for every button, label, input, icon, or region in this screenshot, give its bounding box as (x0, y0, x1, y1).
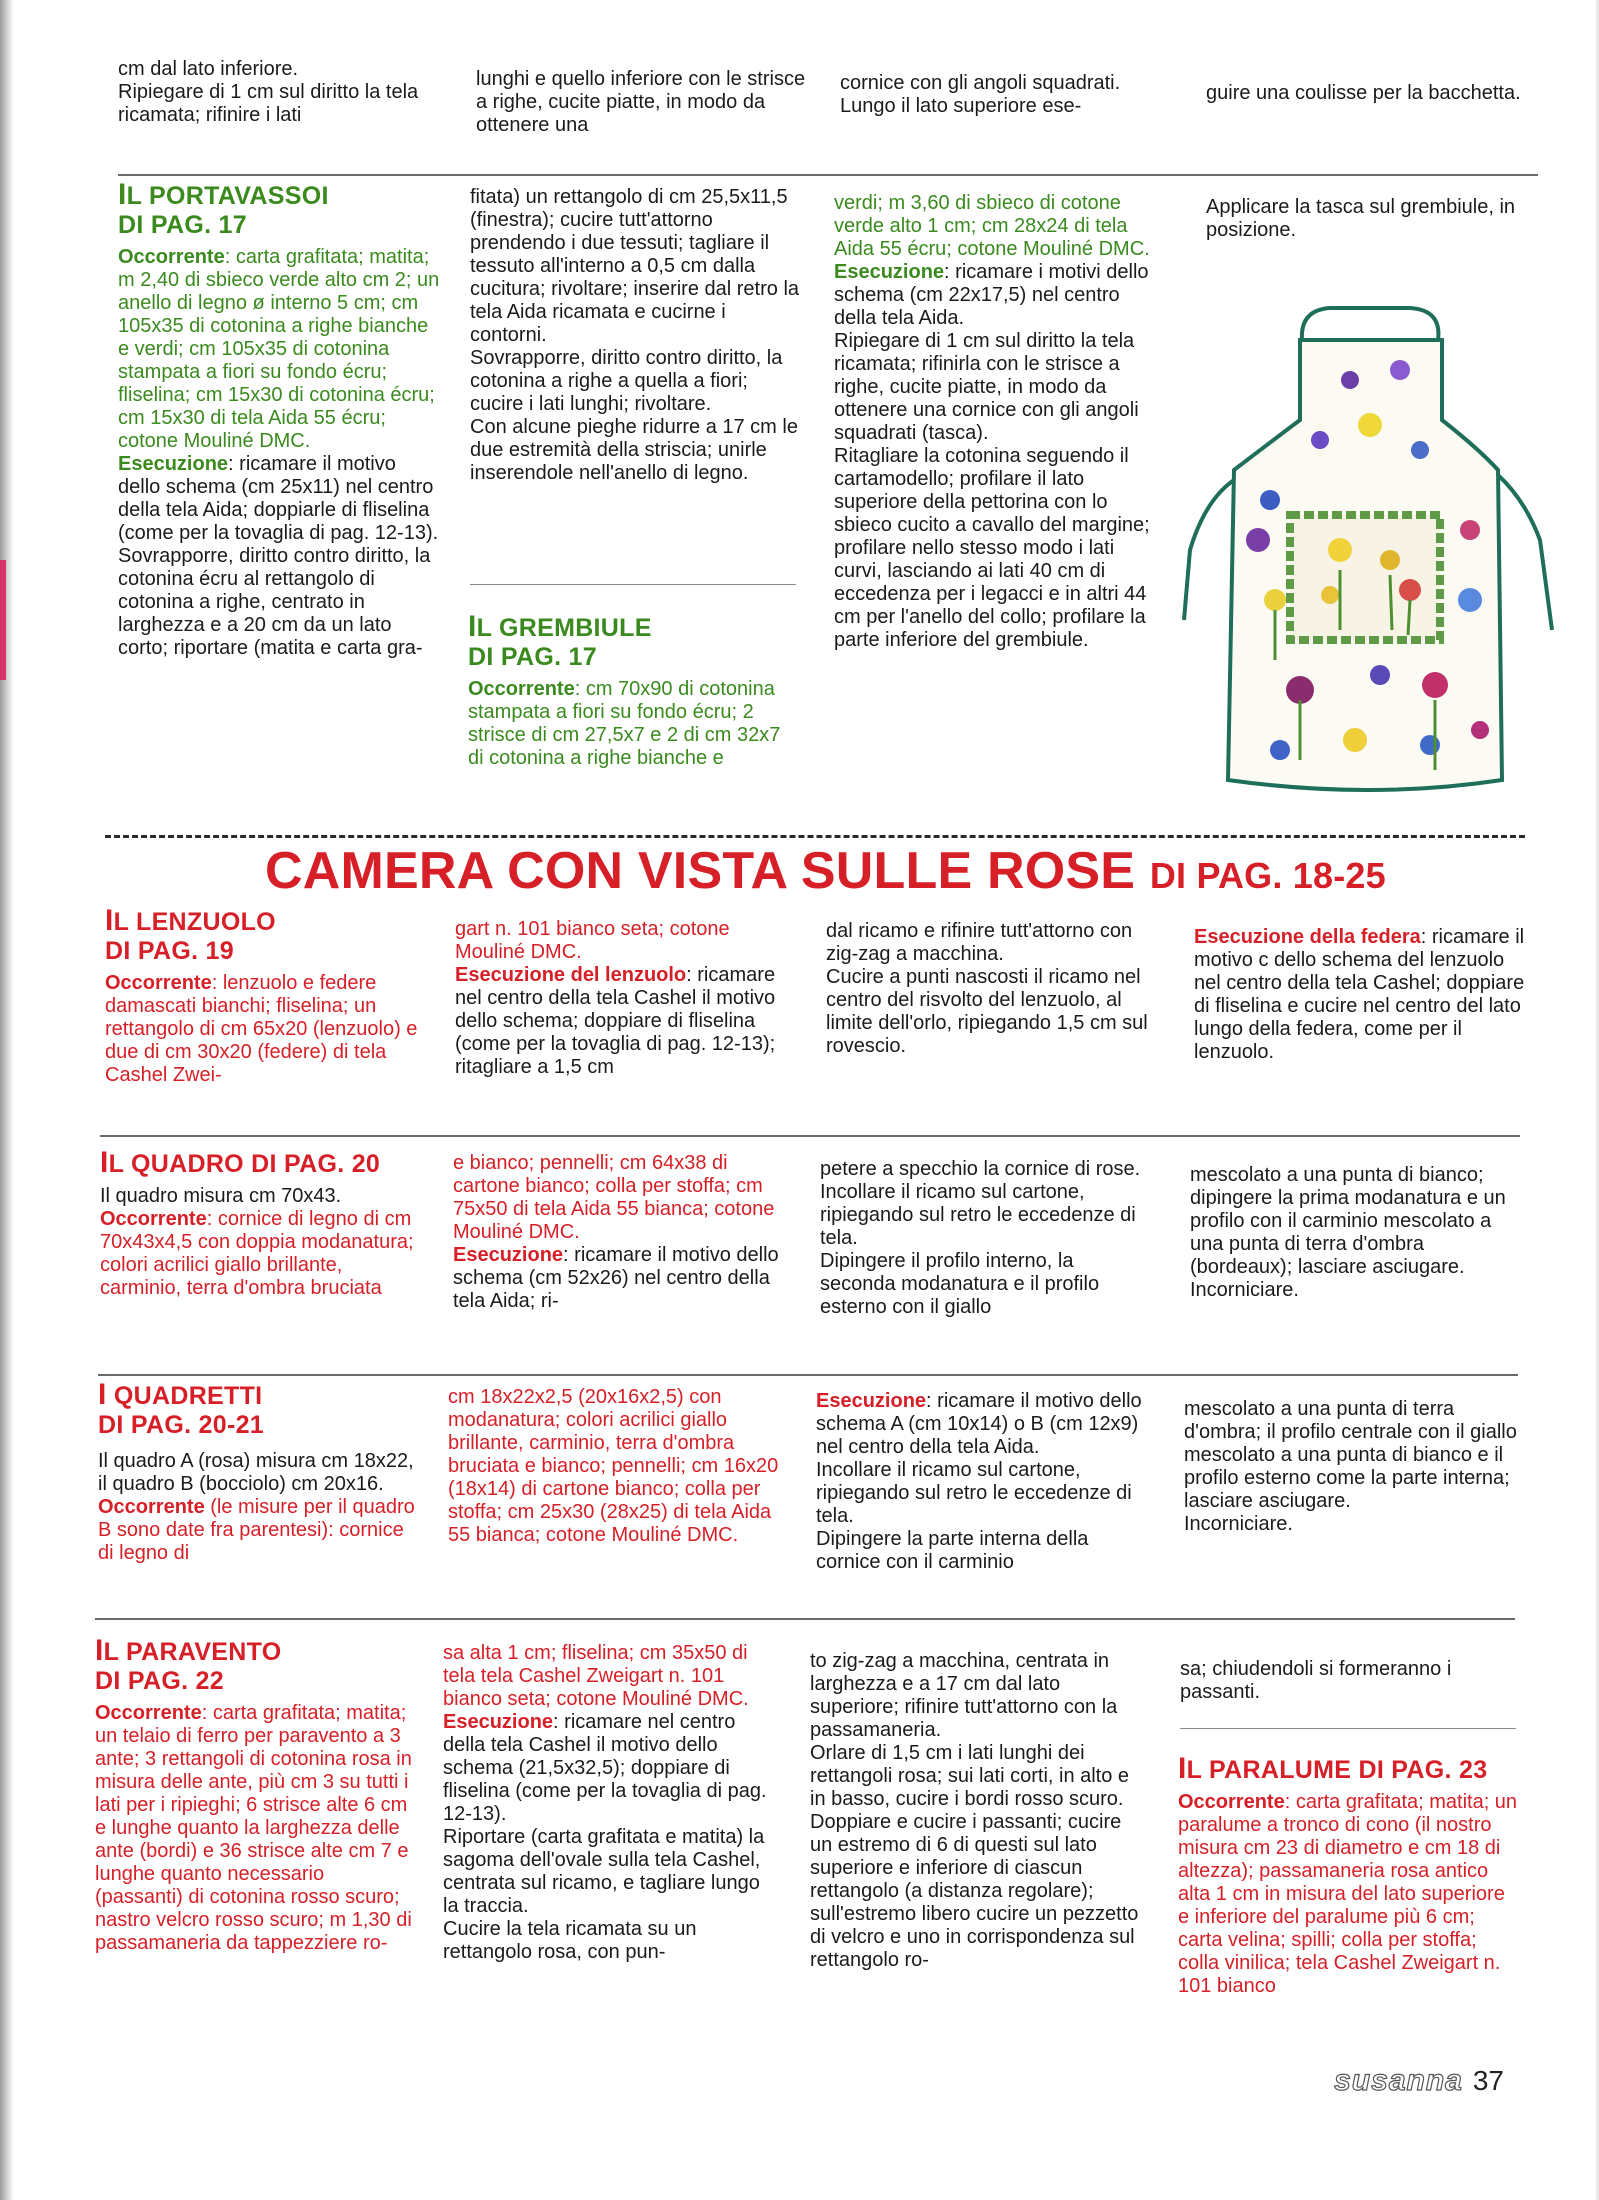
article-quadretti-cont (448, 1386, 780, 1547)
text: lunghi e quello inferiore con le strisce a righe, cucite piatte, in modo da ottenere una (476, 68, 806, 136)
article-heading (95, 1636, 417, 1696)
steps-text: : ricamare i motivi dello schema (cm 22x17,5) nel centro della tela Aida. (834, 261, 1149, 329)
article-heading (468, 612, 798, 672)
paragraph: Dipingere la parte interna della cornice con il carminio (816, 1528, 1089, 1573)
heading-cap: I (1178, 1752, 1187, 1785)
paragraph: Cucire la tela ricamata su un rettangolo rosa, con pun- (443, 1918, 697, 1963)
apron-with-flowers-illustration (1180, 300, 1560, 820)
label-esecuzione: Esecuzione (443, 1711, 554, 1733)
paragraph (118, 246, 440, 453)
heading-text: L GREMBIULE (476, 614, 652, 642)
heading-line2: DI PAG. 17 (118, 211, 247, 239)
steps-text: : ricamare il motivo dello schema A (cm 10x14) o B (cm 12x9) nel centro della tela Aida. (816, 1390, 1142, 1458)
paragraph (455, 964, 785, 1079)
steps-text: : ricamare nel centro della tela Cashel il motivo dello schema; doppiare di fliselina (come per la tovaglia di pag. 12-13); ritagliare a 1,5 cm (455, 964, 776, 1078)
heading-text: L QUADRO DI PAG. 20 (108, 1150, 381, 1178)
paragraph: petere a specchio la cornice di rose. (820, 1158, 1141, 1180)
materials-text: : cornice di legno di cm 70x43x4,5 con doppia modanatura; colori acrilici giallo brillante, carminio, terra d'ombra bruciata (100, 1208, 414, 1299)
label-occorrente: Occorrente (118, 246, 225, 268)
article-quadretti-cont3 (1184, 1398, 1528, 1536)
text: Lungo il lato superiore ese- (840, 95, 1082, 117)
divider (95, 1618, 1515, 1620)
article-lenzuolo-cont (455, 918, 785, 1079)
paragraph: gart n. 101 bianco seta; cotone Mouliné DMC. (455, 918, 730, 963)
heading-text: L PARAVENTO (103, 1638, 282, 1666)
divider (98, 1374, 1518, 1376)
paragraph: e bianco; pennelli; cm 64x38 di cartone bianco; colla per stoffa; cm 75x50 di tela Aida 55 bianca; cotone Mouliné DMC. (453, 1152, 775, 1243)
paragraph: Dipingere il profilo interno, la seconda modanatura e il profilo esterno con il giallo (820, 1250, 1100, 1318)
article-portavassoi-cont (470, 186, 800, 485)
heading-text: QUADRETTI (106, 1382, 263, 1410)
label-occorrente: Occorrente (95, 1702, 202, 1724)
article-grembiule-end (1206, 196, 1546, 242)
paragraph: Incorniciare. (1190, 1279, 1299, 1301)
label-occorrente: Occorrente (98, 1496, 205, 1518)
paragraph: mescolato a una punta di terra d'ombra; il profilo centrale con il giallo mescolato a una punta di bianco e il profilo esterno come la parte interna; lasciare asciugare. (1184, 1398, 1517, 1512)
paragraph: mescolato a una punta di bianco; dipingere la prima modanatura e un profilo con il carminio mescolato a una punta di terra d'ombra (bordeaux); lasciare asciugare. (1190, 1164, 1506, 1278)
label-esecuzione: Esecuzione del lenzuolo (455, 964, 687, 986)
materials-text: : carta grafitata; matita; un paralume a tronco di cono (il nostro misura cm 23 di diametro e cm 18 di altezza); passamaneria rosa antico alta 1 cm in misura del lato superiore e inferiore del paralume più 6 cm; carta velina; spilli; colla per stoffa; colla vinilica; tela Cashel Zweigart n. 101 bianco (1178, 1791, 1518, 1997)
materials-text: : carta grafitata; matita; un telaio di ferro per paravento a 3 ante; 3 rettangoli di cotonina rosa in misura delle ante, più cm 3 su tutti i lati per i ripieghi; 6 strisce alte 6 cm e lunghe quanto la larghezza delle ante (bordi) e 36 strisce alte cm 7 e lunghe quanto necessario (passanti) di cotonina rosso scuro; nastro velcro rosso scuro; m 1,30 di passamaneria da tappezziere ro- (95, 1702, 412, 1954)
article-paravento (95, 1636, 417, 1955)
label-occorrente: Occorrente (468, 678, 575, 700)
paragraph: Doppiare e cucire i passanti; cucire un estremo di 6 di questi sul lato superiore e inferiore di ciascun rettangolo (a distanza regolare); sull'estremo libero cucire un pezzetto di velcro e uno in corrispondenza sul rettangolo ro- (810, 1811, 1139, 1971)
article-quadro (100, 1148, 420, 1300)
steps-text: : ricamare il motivo dello schema (cm 52x26) nel centro della tela Aida; ri- (453, 1244, 779, 1312)
label-esecuzione-federa: Esecuzione della federa (1194, 926, 1421, 948)
article-heading (1178, 1754, 1520, 1785)
materials-text: : lenzuolo e federe damascati bianchi; fliselina; un rettangolo di cm 65x20 (lenzuolo) e due di cm 30x20 (federe) di tela Cashel Zwei- (105, 972, 418, 1086)
text: cm dal lato inferiore. (118, 58, 299, 80)
paragraph: Ripiegare di 1 cm sul diritto la tela ricamata; rifinirla con le strisce a righe, cucite piatte, in modo da ottenere una cornice con gli angoli squadrati (tasca). (834, 330, 1139, 444)
label-esecuzione: Esecuzione (816, 1390, 927, 1412)
paragraph: sa; chiudendoli si formeranno i passanti. (1180, 1658, 1452, 1703)
steps-text: : ricamare nel centro della tela Cashel il motivo dello schema (21,5x32,5); doppiare di fliselina (come per la tovaglia di pag. 12-13). (443, 1711, 767, 1825)
page-folio (1334, 2064, 1504, 2098)
article-heading (98, 1380, 420, 1440)
paragraph: Incorniciare. (1184, 1513, 1293, 1535)
text: Ripiegare di 1 cm sul diritto la tela ricamata; rifinire i lati (118, 81, 419, 126)
label-esecuzione: Esecuzione (453, 1244, 564, 1266)
article-heading (100, 1148, 420, 1179)
materials-text: (le misure per il quadro B sono date fra parentesi): cornice di legno di (98, 1496, 415, 1564)
page-number: 37 (1472, 2065, 1504, 2096)
article-heading (105, 906, 425, 966)
top-col-4 (1206, 82, 1536, 105)
paragraph: verdi; m 3,60 di sbieco di cotone verde alto 1 cm; cm 28x24 di tela Aida 55 écru; cotone Mouliné DMC. (834, 192, 1150, 260)
heading-cap: I (95, 1634, 104, 1667)
heading-line2: DI PAG. 20-21 (98, 1411, 264, 1439)
article-quadro-cont (453, 1152, 783, 1313)
article-lenzuolo-cont2 (826, 920, 1158, 1058)
paragraph: Applicare la tasca sul grembiule, in posizione. (1206, 196, 1516, 241)
heading-cap: I (468, 610, 477, 643)
label-esecuzione: Esecuzione (834, 261, 945, 283)
paragraph: Incollare il ricamo sul cartone, ripiegando sul retro le eccedenze di tela. (820, 1181, 1136, 1249)
divider (118, 174, 1538, 176)
paragraph: Sovrapporre, diritto contro diritto, la cotonina a righe a quella a fiori; cucire i lati lunghi; rivoltare. (470, 347, 783, 415)
paragraph: fitata) un rettangolo di cm 25,5x11,5 (finestra); cucire tutt'attorno prendendo i due tessuti; tagliare il tessuto all'interno a 0,5 cm dalla cucitura; rivoltare; inserire dal retro la tela Aida ricamata e cucirne i contorni. (470, 186, 800, 346)
paragraph (105, 972, 425, 1087)
label-occorrente: Occorrente (105, 972, 212, 994)
page-edge-color-mark (0, 560, 6, 680)
section-title-pages: DI PAG. 18-25 (1149, 855, 1386, 896)
article-paravento-cont (443, 1642, 775, 1964)
article-quadro-cont3 (1190, 1164, 1530, 1302)
paragraph: Il quadro A (rosa) misura cm 18x22, il quadro B (bocciolo) cm 20x16. (98, 1450, 414, 1495)
article-quadretti (98, 1380, 420, 1565)
heading-text: L LENZUOLO (113, 908, 276, 936)
paragraph (816, 1390, 1150, 1459)
paragraph: Ritagliare la cotonina seguendo il cartamodello; profilare il lato superiore della pettorina con lo sbieco cucito a cavallo del margine; profilare nello stesso modo i lati curvi, lasciando ai lati 40 cm di eccedenza per i legacci e in altri 44 cm per l'anello del collo; profilare la parte inferiore del grembiule. (834, 445, 1150, 651)
article-portavassoi (118, 180, 440, 660)
paragraph: to zig-zag a macchina, centrata in larghezza e a 17 cm dal lato superiore; rifinire tutt'attorno con la passamaneria. (810, 1650, 1118, 1741)
paragraph (98, 1496, 420, 1565)
paragraph: dal ricamo e rifinire tutt'attorno con zig-zag a macchina. (826, 920, 1133, 965)
paragraph: Con alcune pieghe ridurre a 17 cm le due estremità della striscia; unirle inserendole nell'anello di legno. (470, 416, 798, 484)
materials-text: : cm 70x90 di cotonina stampata a fiori su fondo écru; 2 strisce di cm 27,5x7 e 2 di cm 32x7 di cotonina a righe bianche e (468, 678, 781, 769)
divider (470, 584, 796, 585)
paragraph: Incollare il ricamo sul cartone, ripiegando sul retro le eccedenze di tela. (816, 1459, 1132, 1527)
article-federa (1194, 926, 1534, 1064)
heading-line2: DI PAG. 17 (468, 643, 597, 671)
materials-text: cm 18x22x2,5 (20x16x2,5) con modanatura; colori acrilici giallo brillante, carminio, terra d'ombra bruciata e bianco; pennelli; cm 16x20 (18x14) di cartone bianco; colla per stoffa; cm 25x30 (28x25) di tela Aida 55 bianca; cotone Mouliné DMC. (448, 1386, 779, 1546)
paragraph (1194, 926, 1534, 1064)
divider (100, 1135, 1520, 1137)
heading-cap: I (118, 178, 127, 211)
article-grembiule-cont (834, 192, 1166, 652)
paragraph: Riportare (carta grafitata e matita) la sagoma dell'ovale sulla tela Cashel, centrata sul ricamo, e tagliare lungo la traccia. (443, 1826, 765, 1917)
heading-text: L PARALUME DI PAG. 23 (1186, 1756, 1488, 1784)
article-grembiule (468, 612, 798, 770)
steps-text: : ricamare il motivo dello schema (cm 25x11) nel centro della tela Aida; doppiarle di fliselina (come per la tovaglia di pag. 12-13). (118, 453, 439, 544)
article-quadretti-cont2 (816, 1390, 1150, 1574)
divider (1180, 1728, 1516, 1729)
article-paralume (1178, 1754, 1520, 1998)
heading-cap: I (100, 1146, 109, 1179)
paragraph (118, 453, 440, 545)
article-paravento-end (1180, 1658, 1520, 1704)
paragraph (95, 1702, 417, 1955)
heading-text: L PORTAVASSOI (126, 182, 329, 210)
paragraph: Sovrapporre, diritto contro diritto, la cotonina écru al rettangolo di cotonina a righe, centrato in larghezza e a 20 cm da un lato corto; riportare (matita e carta gra- (118, 545, 431, 659)
paragraph: Il quadro misura cm 70x43. (100, 1185, 342, 1207)
paragraph (100, 1208, 420, 1300)
heading-cap: I (98, 1378, 107, 1411)
page-binding-edge (0, 0, 14, 2200)
paragraph (468, 678, 798, 770)
article-lenzuolo (105, 906, 425, 1087)
article-paravento-cont2 (810, 1650, 1146, 1972)
label-esecuzione: Esecuzione (118, 453, 229, 475)
magazine-logo: susanna (1334, 2064, 1463, 2097)
label-occorrente: Occorrente (1178, 1791, 1285, 1813)
top-col-2 (476, 68, 806, 137)
article-quadro-cont2 (820, 1158, 1152, 1319)
section-title-text: CAMERA CON VISTA SULLE ROSE (265, 842, 1136, 900)
paragraph (1178, 1791, 1520, 1998)
steps-text: : ricamare il motivo c dello schema del lenzuolo nel centro della tela Cashel; doppiare di fliselina e cucire nel centro del lato lungo della federa, come per il lenzuolo. (1194, 926, 1525, 1063)
top-col-1 (118, 58, 438, 127)
heading-line2: DI PAG. 19 (105, 937, 234, 965)
heading-line2: DI PAG. 22 (95, 1667, 224, 1695)
article-heading (118, 180, 440, 240)
paragraph: Orlare di 1,5 cm i lati lunghi dei rettangoli rosa; sui lati corti, in alto e in basso, cucire i bordi rosso scuro. (810, 1742, 1130, 1810)
paragraph (443, 1711, 775, 1826)
paragraph: Cucire a punti nascosti il ricamo nel centro del risvolto del lenzuolo, al limite dell'orlo, ripiegando 1,5 cm sul rovescio. (826, 966, 1148, 1057)
paragraph (453, 1244, 783, 1313)
top-col-3 (840, 72, 1170, 118)
heading-cap: I (105, 904, 114, 937)
text: guire una coulisse per la bacchetta. (1206, 82, 1521, 104)
materials-text: : carta grafitata; matita; m 2,40 di sbieco verde alto cm 2; un anello di legno ø interno 5 cm; cm 105x35 di cotonina a righe bianche e verdi; cm 105x35 di cotonina stampata a fiori su fondo écru; fliselina; cm 15x30 di cotonina écru; cm 15x30 di tela Aida 55 écru; cotone Mouliné DMC. (118, 246, 440, 452)
section-title (265, 838, 1465, 909)
paragraph: sa alta 1 cm; fliselina; cm 35x50 di tela tela Cashel Zweigart n. 101 bianco seta; cotone Mouliné DMC. (443, 1642, 749, 1710)
label-occorrente: Occorrente (100, 1208, 207, 1230)
paragraph (834, 261, 1166, 330)
text: cornice con gli angoli squadrati. (840, 72, 1121, 94)
